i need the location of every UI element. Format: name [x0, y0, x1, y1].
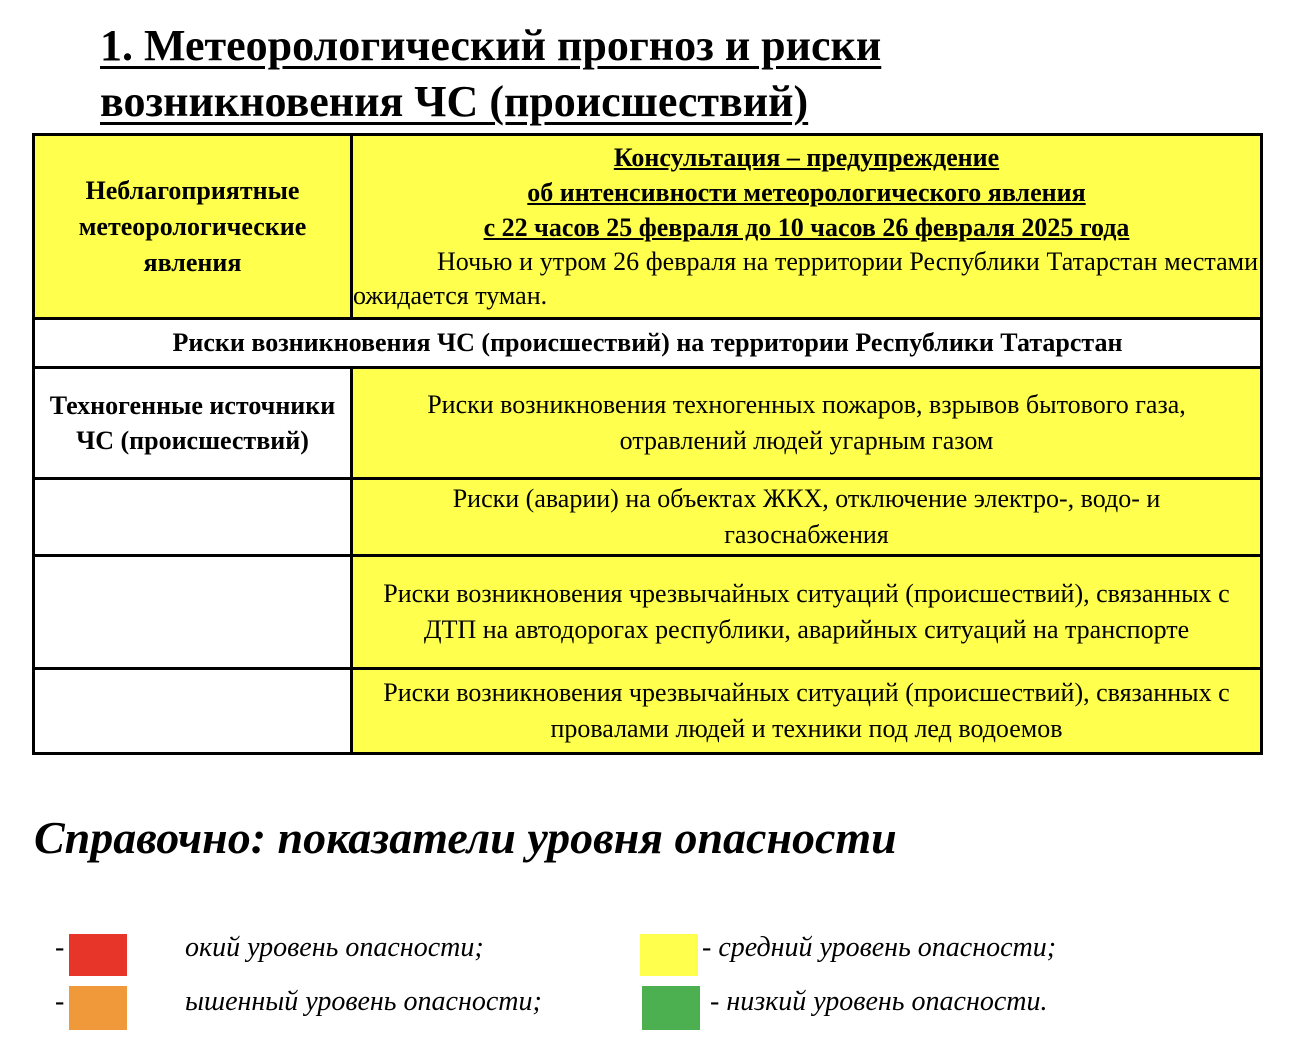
table-row	[34, 368, 1262, 479]
empty-cell	[34, 669, 352, 754]
consultation-title-line2: об интенсивности метеорологического явления	[527, 178, 1086, 207]
tech-sources-label	[34, 368, 352, 479]
legend-item-elevated	[55, 982, 615, 1026]
legend-swatch-red	[69, 934, 127, 976]
legend-text-medium: - средний уровень опасности;	[702, 932, 1057, 963]
weather-label-cell	[34, 135, 352, 319]
legend-item-high	[55, 928, 615, 972]
table-row-weather	[34, 135, 1262, 319]
risk-cell	[352, 479, 1262, 556]
legend-item-medium	[640, 928, 1200, 972]
legend-text-low: - низкий уровень опасности.	[710, 986, 1048, 1017]
page-title-line2: возникновения ЧС (происшествий)	[100, 77, 809, 126]
table-row-banner	[34, 319, 1262, 368]
risk-cell	[352, 669, 1262, 754]
consultation-title-line1: Консультация – предупреждение	[613, 143, 1000, 172]
legend-item-low	[640, 982, 1200, 1026]
consultation-cell	[352, 135, 1262, 319]
risk-text: Риски возникновения чрезвычайных ситуаций (происшествий), связанных с ДТП на автодорогах республики, аварийных ситуаций на транспорте	[383, 579, 1230, 644]
consultation-period: с 22 часов 25 февраля до 10 часов 26 февраля 2025 года	[483, 213, 1130, 242]
page-title	[100, 18, 1200, 130]
legend-swatch-green	[642, 986, 700, 1030]
legend-swatch-orange	[69, 986, 127, 1030]
legend-dash: -	[55, 986, 65, 1017]
tech-sources-text: Техногенные источники ЧС (происшествий)	[49, 391, 336, 455]
table-row	[34, 479, 1262, 556]
page-title-line1: 1. Метеорологический прогноз и риски	[100, 21, 882, 70]
risk-text: Риски (аварии) на объектах ЖКХ, отключение электро-, водо- и газоснабжения	[452, 484, 1161, 549]
legend-text-elevated: ышенный уровень опасности;	[185, 986, 542, 1017]
risk-table	[32, 133, 1263, 755]
risk-text: Риски возникновения чрезвычайных ситуаций (происшествий), связанных с провалами людей и техники под лед водоемов	[383, 678, 1230, 743]
empty-cell	[34, 556, 352, 669]
table-row	[34, 669, 1262, 754]
risk-text: Риски возникновения техногенных пожаров, взрывов бытового газа, отравлений людей угарным газом	[427, 390, 1186, 455]
consultation-text: Ночью и утром 26 февраля на территории Республики Татарстан местами ожидается туман.	[353, 247, 1258, 310]
empty-cell	[34, 479, 352, 556]
table-row	[34, 556, 1262, 669]
reference-title: Справочно: показатели уровня опасности	[34, 812, 897, 863]
risk-cell	[352, 368, 1262, 479]
weather-label: Неблагоприятные метеорологические явления	[78, 175, 307, 277]
legend-text-high: окий уровень опасности;	[185, 932, 484, 963]
legend-dash: -	[55, 932, 65, 963]
risks-banner: Риски возникновения ЧС (происшествий) на территории Республики Татарстан	[34, 319, 1262, 368]
legend-swatch-yellow	[640, 934, 698, 976]
risk-cell	[352, 556, 1262, 669]
